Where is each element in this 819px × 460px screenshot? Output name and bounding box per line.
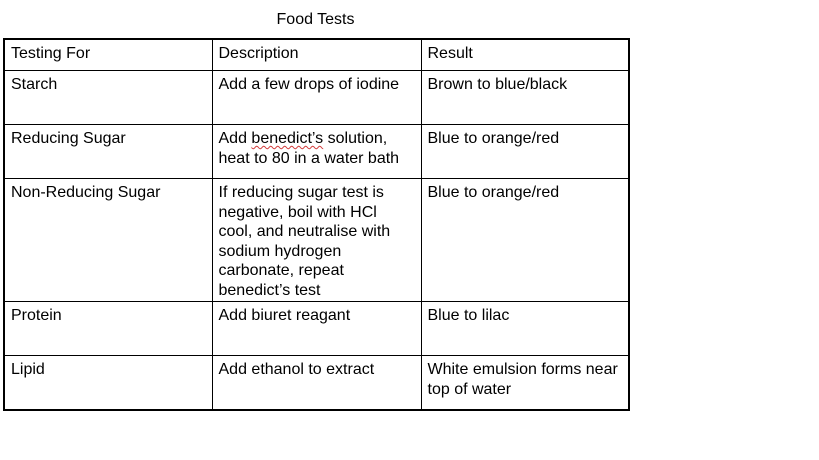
- cell-result: White emulsion forms near top of water: [421, 356, 629, 411]
- cell-testing-for: Reducing Sugar: [4, 125, 212, 179]
- header-testing-for: Testing For: [4, 39, 212, 71]
- cell-result: Blue to orange/red: [421, 179, 629, 302]
- cell-description: If reducing sugar test is negative, boil with HCl cool, and neutralise with sodium hydrogen carbonate, repeat benedict’s test: [212, 179, 421, 302]
- cell-description: Add a few drops of iodine: [212, 71, 421, 125]
- cell-testing-for: Lipid: [4, 356, 212, 411]
- header-description: Description: [212, 39, 421, 71]
- cell-testing-for: Starch: [4, 71, 212, 125]
- food-tests-table: [3, 38, 630, 411]
- cell-result: Brown to blue/black: [421, 71, 629, 125]
- table-row: [4, 179, 629, 302]
- table-row: [4, 302, 629, 356]
- cell-description: Add ethanol to extract: [212, 356, 421, 411]
- table-row: [4, 356, 629, 411]
- table-row: [4, 71, 629, 125]
- cell-result: Blue to orange/red: [421, 125, 629, 179]
- table-header-row: [4, 39, 629, 71]
- cell-testing-for: Protein: [4, 302, 212, 356]
- cell-description: Add biuret reagant: [212, 302, 421, 356]
- description-text-end: solution, heat to 80 in a water bath: [218, 130, 400, 167]
- spellcheck-flagged-word[interactable]: benedict’s: [251, 130, 324, 147]
- description-text-start: Add: [218, 130, 252, 147]
- cell-testing-for: Non-Reducing Sugar: [4, 179, 212, 302]
- document-title: Food Tests: [276, 11, 355, 28]
- header-result: Result: [421, 39, 629, 71]
- table-row: [4, 125, 629, 179]
- cell-result: Blue to lilac: [421, 302, 629, 356]
- cell-description: [212, 125, 421, 179]
